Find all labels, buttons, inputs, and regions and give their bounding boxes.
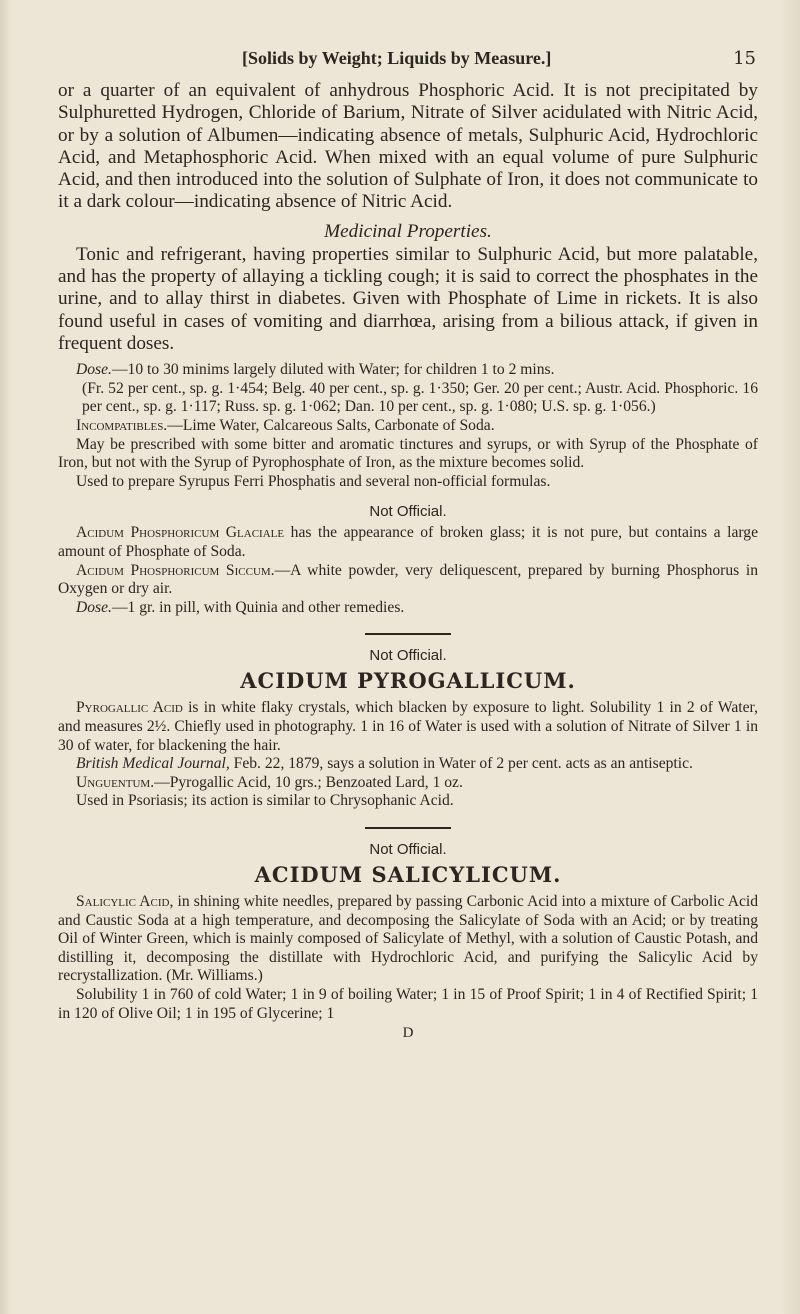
salicylic-entry xyxy=(58,893,758,986)
section-divider-1 xyxy=(365,633,451,635)
pyrogallic-used: Used in Psoriasis; its action is similar to Chrysophanic Acid. xyxy=(76,792,454,810)
salicylic-label: Salicylic Acid, xyxy=(76,892,174,910)
salicylicum-heading: ACIDUM SALICYLICUM. xyxy=(254,861,562,887)
pyrogallicum-heading: ACIDUM PYROGALLICUM. xyxy=(240,668,576,694)
siccum-label: Acidum Phosphoricum Siccum. xyxy=(76,561,275,579)
unguentum-label: Unguentum. xyxy=(76,773,155,791)
siccum-dose-text: —1 gr. in pill, with Quinia and other remedies. xyxy=(111,598,405,616)
siccum-text: —A white powder, very deliquescent, prepared by burning Phosphorus in Oxygen or dry air. xyxy=(58,561,758,598)
bmj-text: Feb. 22, 1879, says a solution in Water of 2 per cent. acts as an antiseptic. xyxy=(229,755,693,773)
dose-refs: (Fr. 52 per cent., sp. g. 1·454; Belg. 40 per cent., sp. g. 1·350; Ger. 20 per cent.; Austr. Acid. Phosphoric. 16 per cent., sp. g. 1·117; Russ. sp. g. 1·062; Dan. 10 per cent., sp. g. 1·080; U.S. sp. g. 1·056.) xyxy=(82,379,758,416)
unguentum-entry xyxy=(58,774,758,793)
dose-line xyxy=(58,361,758,380)
incompatibles-line xyxy=(58,417,758,436)
phosphoric-intro: or a quarter of an equivalent of anhydrous Phosphoric Acid. It is not precipitated by Sulphuretted Hydrogen, Chloride of Barium, Nitrate of Silver acidulated with Nitric Acid, or by a solution of Albumen—indicating absence of metals, Sulphuric Acid, Hydrochloric Acid, and Metaphosphoric Acid. When mixed with an equal volume of pure Sulphuric Acid, and then introduced into the solution of Sulphate of Iron, it does not communicate to it a dark colour—indicating absence of Nitric Acid. xyxy=(58,80,758,213)
medicinal-text: Tonic and refrigerant, having properties similar to Sulphuric Acid, but more palatable, and has the property of allaying a tickling cough; it is said to correct the phosphates in the urine, and to allay thirst in diabetes. Given with Phosphate of Lime in rickets. It is also found useful in cases of vomiting and diarrhœa, arising from a bilious attack, if given in frequent doses. xyxy=(58,243,758,354)
section-divider-2 xyxy=(365,827,451,829)
running-title: [Solids by Weight; Liquids by Measure.] xyxy=(242,48,552,68)
bmj-label: British Medical Journal, xyxy=(76,755,230,773)
pyrogallic-entry xyxy=(58,699,758,755)
siccum-entry xyxy=(58,562,758,599)
glaciale-text: has the appearance of broken glass; it is not pure, but contains a large amount of Phosphate of Soda. xyxy=(58,524,758,561)
salicylic-solubility: Solubility 1 in 760 of cold Water; 1 in 9 of boiling Water; 1 in 15 of Proof Spirit; 1 in 4 of Rectified Spirit; 1 in 120 of Olive Oil; 1 in 195 of Glycerine; 1 xyxy=(58,985,758,1022)
siccum-dose xyxy=(58,599,758,618)
prescribe-text: May be prescribed with some bitter and aromatic tinctures and syrups, or with Syrup of the Phosphate of Iron, but not with the Syrup of Pyrophosphate of Iron, as the mixture becomes solid. xyxy=(58,435,758,472)
siccum-dose-label: Dose. xyxy=(76,598,112,616)
running-header xyxy=(58,40,758,80)
bmj-entry xyxy=(58,755,758,774)
incompatibles-label: Incompatibles. xyxy=(76,417,168,435)
salicylic-text: in shining white needles, prepared by passing Carbonic Acid into a mixture of Carbolic Acid and Caustic Soda at a high temperature, and decomposing the Salicylate of Soda with an Acid; or by treating Oil of Winter Green, which is mainly composed of Salicylate of Methyl, with a solution of Caustic Potash, and distilling it, decomposing the distillate with Hydrochloric Acid, and purifying the Salicylic Acid by recrystallization. (Mr. Williams.) xyxy=(58,892,759,985)
used-text: Used to prepare Syrupus Ferri Phosphatis and several non-official formulas. xyxy=(76,472,551,490)
dose-text: —10 to 30 minims largely diluted with Water; for children 1 to 2 mins. xyxy=(111,361,555,379)
not-official-label-2: Not Official. xyxy=(369,647,447,665)
not-official-label-3: Not Official. xyxy=(369,840,447,858)
glaciale-label: Acidum Phosphoricum Glaciale xyxy=(76,524,285,542)
medicinal-heading: Medicinal Properties. xyxy=(324,220,492,242)
page-number: 15 xyxy=(733,48,756,69)
not-official-label-1: Not Official. xyxy=(369,503,447,521)
incompatibles-text: —Lime Water, Calcareous Salts, Carbonate of Soda. xyxy=(167,417,495,435)
page-content xyxy=(58,40,758,1042)
dose-label: Dose. xyxy=(76,361,112,379)
pyrogallic-text: is in white flaky crystals, which blacken by exposure to light. Solubility 1 in 2 of Water, and measures 2½. Chiefly used in photography. 1 in 16 of Water is used with a solution of Nitrate of Silver 1 in 30 of water, for blackening the hair. xyxy=(58,699,759,754)
glaciale-entry xyxy=(58,524,758,561)
unguentum-text: —Pyrogallic Acid, 10 grs.; Benzoated Lard, 1 oz. xyxy=(154,773,463,791)
pyrogallic-label: Pyrogallic Acid xyxy=(76,699,183,717)
signature-mark: D xyxy=(402,1025,414,1042)
